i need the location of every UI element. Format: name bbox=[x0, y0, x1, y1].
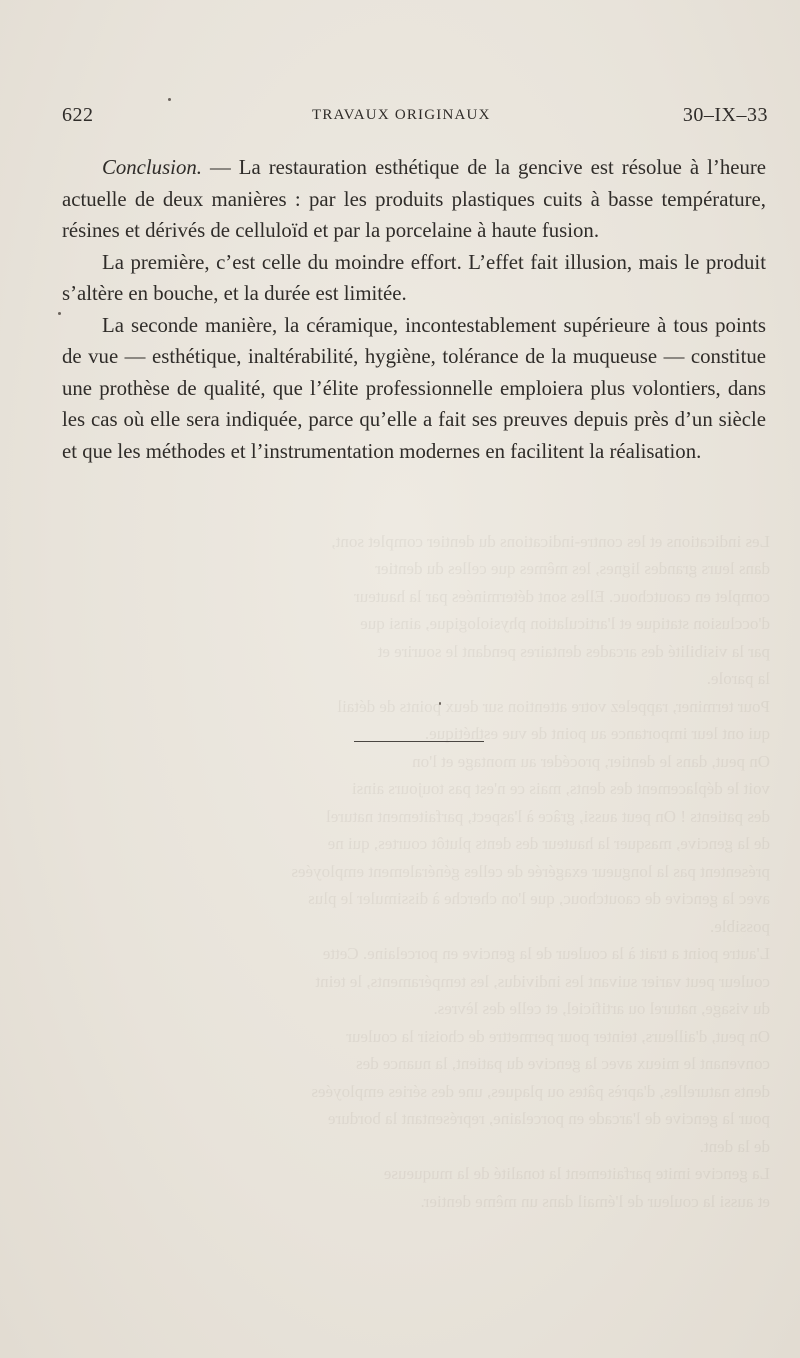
page-header bbox=[62, 100, 768, 130]
section-end-rule bbox=[354, 741, 484, 742]
issue-date: 30–IX–33 bbox=[682, 104, 768, 126]
ink-speck bbox=[439, 702, 441, 705]
paragraph-text: — La restauration esthétique de la gencive est résolue à l’heure actuelle de deux manières : par les produits plastiques cuits à basse température, résines et dérivés de celluloïd et par la porcelaine à haute fusion. bbox=[62, 156, 766, 242]
show-through-text: Les indications et les contre-indications du dentier complet sont, dans leurs grandes lignes, les mêmes que celles du dentier complet en caoutchouc. Elles sont déterminées par la hauteur d'occlusion statique et l'articulation physiologique, ainsi que par la visibilité des arcades dentaires pendant le sourire et la parole. Pour terminer, rappelez votre attention sur deux points de détail qui ont leur importance au point de vue esthétique. On peut, dans le dentier, procéder au montage et l'on voit le déplacement des dents, mais ce n'est pas toujours ainsi des patients ! On peut aussi, grâce à l'aspect, parfaitement naturel de la gencive, masquer la hauteur des dents plutôt courtes, qui ne présentent pas la longueur exagérée de celles généralement employées avec la gencive de caoutchouc, que l'on cherche à dissimuler le plus possible. L'autre point a trait à la couleur de la gencive en porcelaine. Cette couleur peut varier suivant les individus, les tempéraments, le teint du visage, naturel ou artificiel, et celle des lèvres. On peut, d'ailleurs, teinter pour permettre de choisir la couleur convenant le mieux avec la gencive du patient, la nuance des dents naturelles, d'après pâtes ou plaques, une des séries employées pour la gencive de l'arcade en porcelaine, représentant la bordure de la dent. La gencive imite parfaitement la tonalité de la muqueuse et aussi la couleur de l'émail dans un même dentier. bbox=[291, 531, 770, 1211]
ink-speck bbox=[58, 312, 61, 315]
paragraph-lead: Conclusion. bbox=[102, 156, 202, 179]
running-title: TRAVAUX ORIGINAUX bbox=[312, 107, 491, 123]
ink-speck bbox=[168, 98, 171, 101]
paragraph-second-method: La seconde manière, la céramique, incontestablement supérieure à tous points de vue — esthétique, inaltérabilité, hygiène, tolérance de la muqueuse — constitue une prothèse de qualité, que l’élite professionnelle emploiera plus volontiers, dans les cas où elle sera indiquée, parce qu’elle a fait ses preuves depuis près d’un siècle et que les méthodes et l’instrumentation modernes en facilitent la réalisation. bbox=[62, 313, 766, 463]
page-number: 622 bbox=[62, 104, 94, 126]
paragraph-conclusion bbox=[62, 152, 766, 247]
body-text bbox=[62, 152, 766, 467]
paragraph-first-method: La première, c’est celle du moindre effort. L’effet fait illusion, mais le produit s’altère en bouche, et la durée est limitée. bbox=[62, 250, 766, 305]
